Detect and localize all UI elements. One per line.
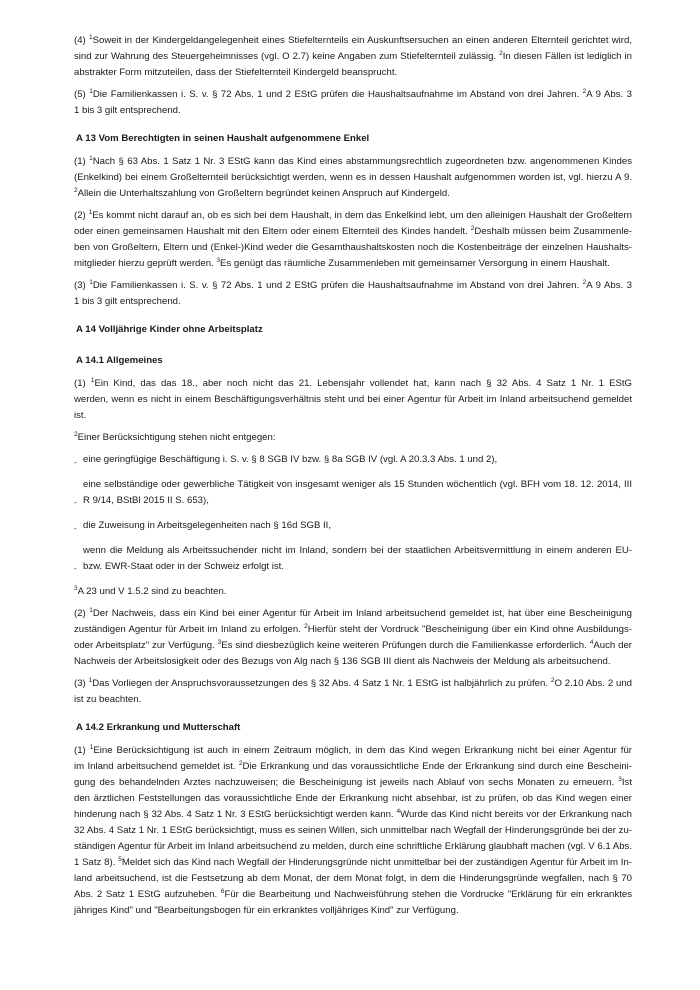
list-item <box>74 543 632 575</box>
text-line: 32 Abs. 4 Satz 1 Nr. 1 EStG berücksichtigt, muss es seinen Willen, sich unmittelbar nach Wegfall der Hinderungsgründe bei der zu- <box>74 825 632 836</box>
sentence-number: 2 <box>238 760 243 767</box>
bullet-dash-icon: - <box>74 524 77 533</box>
text-line: wenn die Meldung als Arbeitssuchender nicht im Inland, sondern bei der staatlichen Arbeitsvermittlung in einem anderen EU- <box>83 545 632 556</box>
text-line: ist. <box>74 410 87 421</box>
text-line: Nachweis der Arbeitslosigkeit oder des Bezugs von Alg nach § 136 SGB III dient als Nachweis der Meldung als arbeitsuchend. <box>74 656 611 667</box>
paragraph <box>74 743 632 919</box>
bullet-dash-icon: - <box>74 498 77 507</box>
bullet-dash-icon: - <box>74 564 77 573</box>
bullet-dash-icon: - <box>74 458 77 467</box>
text-line: (1) $^1$Nach § 63 Abs. 1 Satz 1 Nr. 3 EStG kann das Kind eines abstammungsrechtlich zugeordneten bzw. angenommenen Kindes <box>74 155 632 167</box>
paragraph <box>74 154 632 202</box>
text-line: $^2$Allein die Unterhaltszahlung von Großeltern begründet keinen Anspruch auf Kindergeld. <box>74 187 450 199</box>
text-line: oder einen gemeinsamen Haushalt mit den Eltern oder einem Elternteil des Kindes handelt. $^2$Deshalb müssen beim Zusammenle- <box>74 225 632 237</box>
text-line: land arbeitsuchend, ist die Festsetzung ab dem Monat, der dem Monat folgt, in dem die Hinderungsgründe wegfallen, nach § 70 <box>74 873 632 884</box>
text-line: sind zur Wahrung des Steuergeheimnisses (vgl. O 2.7) keine Angaben zum Stiefelternteil zulässig. $^2$In diesen Fällen ist lediglich in <box>74 50 632 62</box>
sentence-number: 3 <box>74 585 78 592</box>
sentence-number: 3 <box>216 257 221 264</box>
text-line: oder Arbeitsplatz" zur Verfügung. $^3$Es sind diesbezüglich keine weiteren Prüfungen durch die Familienkasse erforderlich. $^4$Auch der <box>74 639 632 651</box>
sentence-number: 4 <box>396 808 401 815</box>
document-page <box>74 33 632 925</box>
text-line: ist zu beachten. <box>74 694 142 705</box>
sentence-number: 2 <box>582 279 587 286</box>
sentence-number: 1 <box>89 279 93 286</box>
paragraph <box>74 208 632 272</box>
sentence-number: 2 <box>74 431 78 438</box>
sentence-number: 3 <box>618 776 622 783</box>
paragraph <box>74 584 632 600</box>
sentence-number: 1 <box>89 155 93 162</box>
text-line: (3) $^1$Die Familienkassen i. S. v. § 72 Abs. 1 und 2 EStG prüfen die Haushaltsaufnahme im Abstand von drei Jahren. $^2$A 9 Abs. 3 <box>74 279 632 291</box>
text-line: abstrakter Form mitzuteilen, dass der Stiefelternteil Kindergeld beansprucht. <box>74 67 398 78</box>
text-line: 1 bis 3 gilt entsprechend. <box>74 296 181 307</box>
text-line: zuständigen Agentur für Arbeit im Inland zu erfolgen. $^2$Hierfür steht der Vordruck "Bescheinigung über ein Kind ohne Ausbildungs- <box>74 623 632 635</box>
text-line: (4) $^1$Soweit in der Kindergeldangelegenheit eines Stiefelternteils ein Auskunftsersuchen an einen anderen Elternteil gerichtet wird, <box>74 34 632 46</box>
text-line: A 14 Volljährige Kinder ohne Arbeitsplatz <box>76 324 263 335</box>
paragraph <box>74 33 632 81</box>
sentence-number: 1 <box>89 607 93 614</box>
sentence-number: 2 <box>499 50 503 57</box>
text-line: mitglieder hierzu geprüft werden. $^3$Es genügt das räumliche Zusammenleben mit gemeinsamer Versorgung in einem Haushalt. <box>74 257 610 269</box>
text-line: (3) $^1$Das Vorliegen der Anspruchsvoraussetzungen des § 32 Abs. 4 Satz 1 Nr. 1 EStG ist halbjährlich zu prüfen. $^2$O 2.10 Abs. 2 und <box>74 677 632 689</box>
text-line: (2) $^1$Es kommt nicht darauf an, ob es sich bei dem Haushalt, in dem das Enkelkind lebt, um den alleinigen Haushalt der Großeltern <box>74 209 632 221</box>
paragraph <box>74 87 632 119</box>
sentence-number: 6 <box>220 888 225 895</box>
section-heading <box>76 720 632 736</box>
text-line: den ärztlichen Feststellungen das voraussichtliche Ende der Erkrankung nicht absehbar, ist zu prüfen, ob das Kind wegen einer <box>74 793 632 804</box>
text-line: (2) $^1$Der Nachweis, dass ein Kind bei einer Agentur für Arbeit im Inland arbeitsuchend gemeldet ist, hat über eine Bescheinigung <box>74 607 632 619</box>
text-line: A 14.1 Allgemeines <box>76 355 163 366</box>
text-line: ben von Großeltern, Eltern und (Enkel-)Kind weder die Gesamthaushaltskosten noch die Kostenbeiträge der einzelnen Haushalts- <box>74 242 632 253</box>
sentence-number: 2 <box>304 623 308 630</box>
text-line: $^2$Einer Berücksichtigung stehen nicht entgegen: <box>74 431 276 443</box>
sentence-number: 1 <box>90 377 95 384</box>
list-item <box>74 477 632 509</box>
text-line: die Zuweisung in Arbeitsgelegenheiten nach § 16d SGB II, <box>83 520 332 531</box>
section-heading <box>76 322 632 338</box>
text-line: (1) $^1$Eine Berücksichtigung ist auch in einem Zeitraum möglich, in dem das Kind wegen Erkrankung nicht bei einer Agentur für <box>74 744 632 756</box>
text-line: jähriges Kind" und "Bearbeitungsbogen für ein erkranktes volljähriges Kind" zur Verfügung. <box>74 905 459 916</box>
section-heading <box>76 353 632 369</box>
text-line: (Enkelkind) bei einem Großelternteil berücksichtigt werden, wenn es in dessen Haushalt aufgenommen worden ist, vgl. hierzu A 9. <box>74 172 632 183</box>
paragraph <box>74 278 632 310</box>
sentence-number: 1 <box>88 677 93 684</box>
list-item <box>74 518 632 534</box>
paragraph <box>74 376 632 424</box>
sentence-number: 2 <box>550 677 555 684</box>
text-line: A 14.2 Erkrankung und Mutterschaft <box>76 722 241 733</box>
sentence-number: 2 <box>74 187 78 194</box>
sentence-number: 1 <box>88 34 93 41</box>
sentence-number: 5 <box>118 856 122 863</box>
paragraph <box>74 676 632 708</box>
sentence-number: 2 <box>470 225 475 232</box>
sentence-number: 4 <box>589 639 594 646</box>
text-line: R 9/14, BStBl 2015 II S. 653), <box>83 495 209 506</box>
text-line: werden, wenn es nicht in einem Beschäftigungsverhältnis steht und bei einer Agentur für Arbeit im Inland arbeitsuchend gemeldet <box>74 394 632 405</box>
text-line: bzw. EWR-Staat oder in der Schweiz erfolgt ist. <box>83 561 285 572</box>
text-line: 1 Satz 8). $^5$Meldet sich das Kind nach Wegfall der Hinderungsgründe nicht unmittelbar bei der zuständigen Agentur für Arbeit im In- <box>74 856 632 868</box>
text-line: eine selbständige oder gewerbliche Tätigkeit von insgesamt weniger als 15 Stunden wöchentlich (vgl. BFH vom 18. 12. 2014, III <box>83 479 632 490</box>
text-line: 1 bis 3 gilt entsprechend. <box>74 105 181 116</box>
text-line: A 13 Vom Berechtigten in seinen Haushalt aufgenommene Enkel <box>76 133 370 144</box>
sentence-number: 1 <box>88 209 93 216</box>
list-item <box>74 452 632 468</box>
text-line: im Inland arbeitsuchend gemeldet ist. $^2$Die Erkrankung und das voraussichtliche Ende der Erkrankung sind durch eine Bescheini- <box>74 760 632 772</box>
section-heading <box>76 131 632 147</box>
text-line: (5) $^1$Die Familienkassen i. S. v. § 72 Abs. 1 und 2 EStG prüfen die Haushaltsaufnahme im Abstand von drei Jahren. $^2$A 9 Abs. 3 <box>74 88 632 100</box>
paragraph <box>74 606 632 670</box>
text-line: $^3$A 23 und V 1.5.2 sind zu beachten. <box>74 585 227 597</box>
sentence-number: 3 <box>217 639 222 646</box>
text-line: eine geringfügige Beschäftigung i. S. v. § 8 SGB IV bzw. § 8a SGB IV (vgl. A 20.3.3 Abs. 1 und 2), <box>83 454 498 465</box>
sentence-number: 1 <box>89 88 93 95</box>
text-line: (1) $^1$Ein Kind, das das 18., aber noch nicht das 21. Lebensjahr vollendet hat, kann nach § 32 Abs. 4 Satz 1 Nr. 1 EStG <box>74 377 632 389</box>
paragraph <box>74 430 632 446</box>
text-line: gung des behandelnden Arztes nachzuweisen; die Bescheinigung ist jeweils nach Ablauf von sechs Monaten zu erneuern. $^3$Ist <box>74 776 632 788</box>
sentence-number: 2 <box>582 88 587 95</box>
text-line: hinderung nach § 32 Abs. 4 Satz 1 Nr. 3 EStG berücksichtigt werden kann. $^4$Wurde das Kind nicht bereits vor der Erkrankung nach <box>74 808 632 820</box>
text-line: Abs. 2 Satz 1 EStG aufzuheben. $^6$Für die Bearbeitung und Nachweisführung stehen die Vordrucke "Erklärung für ein erkranktes <box>74 888 632 900</box>
sentence-number: 1 <box>89 744 94 751</box>
text-line: ständigen Agentur für Arbeit im Inland arbeitsuchend zu melden, durch eine schriftliche Erklärung glaubhaft machen (vgl. V 6.1 Abs. <box>74 841 632 852</box>
